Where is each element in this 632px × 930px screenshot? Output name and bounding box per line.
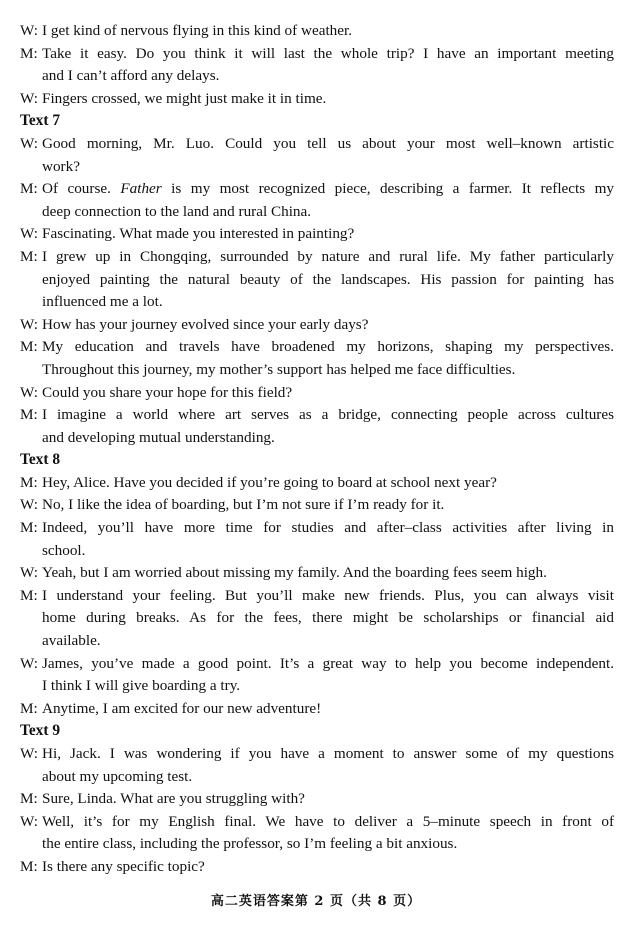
dialogue-line [20, 653, 614, 676]
dialogue-line [20, 43, 614, 66]
speaker-label: W: [20, 89, 38, 107]
line-text: I imagine a world where art serves as a bridge, connecting people across cultures [42, 406, 614, 424]
line-text: Is there any specific topic? [42, 857, 205, 875]
dialogue-line [20, 585, 614, 608]
dialogue-line-continued [20, 269, 614, 292]
line-text: I get kind of nervous flying in this kind of weather. [42, 22, 353, 39]
dialogue-line [20, 246, 614, 269]
speaker-label: W: [20, 496, 38, 514]
dialogue-line [20, 382, 614, 405]
speaker-label: M: [20, 44, 38, 62]
dialogue-line-continued [20, 291, 614, 314]
speaker-label: M: [20, 406, 38, 424]
line-text: Throughout this journey, my mother’s support has helped me face difficulties. [42, 360, 516, 378]
line-text-with-italic-title: Of course. Father is my most recognized piece, describing a farmer. It reflects my [42, 180, 615, 198]
line-text: I understand your feeling. But you’ll make new friends. Plus, you can always visit [42, 586, 614, 604]
line-text: Hey, Alice. Have you decided if you’re going to board at school next year? [42, 473, 497, 491]
dialogue-line [20, 494, 614, 517]
dialogue-line [20, 472, 614, 495]
line-text: No, I like the idea of boarding, but I’m not sure if I’m ready for it. [42, 496, 445, 514]
speaker-label: W: [20, 564, 38, 582]
section-heading: Text 9 [20, 722, 61, 740]
line-text: Sure, Linda. What are you struggling with? [42, 790, 305, 808]
line-text: Yeah, but I am worried about missing my family. And the boarding fees seem high. [42, 564, 547, 582]
speaker-label: W: [20, 225, 38, 243]
speaker-label: W: [20, 315, 38, 333]
speaker-label: M: [20, 473, 38, 491]
artwork-title: Father [120, 180, 162, 198]
line-text: How has your journey evolved since your early days? [42, 315, 369, 333]
line-text: the entire class, including the professor, so I’m feeling a bit anxious. [42, 835, 458, 853]
line-text: Take it easy. Do you think it will last the whole trip? I have an important meeting [42, 44, 614, 62]
line-text: Anytime, I am excited for our new adventure! [42, 699, 322, 717]
dialogue-line-continued [20, 427, 614, 450]
dialogue-line-continued [20, 201, 614, 224]
line-text: work? [42, 157, 80, 175]
speaker-label: M: [20, 857, 38, 875]
dialogue-line-continued [20, 675, 614, 698]
dialogue-line-continued [20, 766, 614, 789]
line-text: deep connection to the land and rural China. [42, 202, 312, 220]
dialogue-line [20, 788, 614, 811]
dialogue-line-continued [20, 607, 614, 630]
dialogue-line-continued [20, 65, 614, 88]
dialogue-line-continued [20, 630, 614, 653]
line-text: I think I will give boarding a try. [42, 677, 241, 695]
line-text: Fascinating. What made you interested in painting? [42, 225, 355, 243]
speaker-label: M: [20, 247, 38, 265]
line-text: James, you’ve made a good point. It’s a great way to help you become independent. [42, 654, 614, 672]
dialogue-line [20, 562, 614, 585]
line-text: enjoyed painting the natural beauty of the landscapes. His passion for painting has [42, 270, 614, 288]
section-heading: Text 8 [20, 451, 61, 469]
dialogue-line [20, 223, 614, 246]
dialogue-line [20, 133, 614, 156]
dialogue-line-continued [20, 833, 614, 856]
dialogue-line [20, 88, 614, 111]
dialogue-line [20, 314, 614, 337]
speaker-label: M: [20, 338, 38, 356]
dialogue-line-continued [20, 540, 614, 563]
transcript-page [20, 20, 614, 879]
speaker-label: M: [20, 699, 38, 717]
dialogue-line [20, 336, 614, 359]
speaker-label: M: [20, 586, 38, 604]
page-footer: 高二英语答案第 2 页（共 8 页） [210, 894, 422, 909]
dialogue-line [20, 743, 614, 766]
speaker-label: W: [20, 134, 38, 152]
line-text: Well, it’s for my English final. We have to deliver a 5–minute speech in front of [42, 812, 614, 830]
speaker-label: M: [20, 790, 38, 808]
speaker-label: M: [20, 180, 38, 198]
dialogue-line-continued [20, 156, 614, 179]
speaker-label: W: [20, 745, 38, 762]
line-text: Indeed, you’ll have more time for studies and after–class activities after living in [42, 519, 614, 537]
section-heading: Text 7 [20, 112, 61, 130]
line-text: Fingers crossed, we might just make it in time. [42, 89, 327, 107]
dialogue-line [20, 20, 614, 43]
dialogue-line [20, 517, 614, 540]
dialogue-line [20, 178, 614, 201]
line-text: My education and travels have broadened my horizons, shaping my perspectives. [42, 338, 614, 356]
line-text: and developing mutual understanding. [42, 428, 275, 446]
line-text: and I can’t afford any delays. [42, 67, 220, 85]
line-text: Hi, Jack. I was wondering if you have a moment to answer some of my questions [42, 745, 614, 762]
line-text: I grew up in Chongqing, surrounded by nature and rural life. My father particularly [42, 247, 614, 265]
speaker-label: M: [20, 519, 38, 537]
speaker-label: W: [20, 22, 38, 39]
dialogue-line [20, 856, 614, 879]
speaker-label: W: [20, 383, 38, 401]
dialogue-line [20, 404, 614, 427]
line-text: Good morning, Mr. Luo. Could you tell us about your most well–known artistic [42, 134, 614, 152]
speaker-label: W: [20, 654, 38, 672]
line-text: school. [42, 541, 86, 559]
dialogue-line-continued [20, 359, 614, 382]
speaker-label: W: [20, 812, 38, 830]
line-text: available. [42, 632, 101, 650]
line-text: influenced me a lot. [42, 293, 163, 311]
line-text: about my upcoming test. [42, 767, 193, 785]
line-text: home during breaks. As for the fees, there might be scholarships or financial aid [42, 609, 614, 627]
dialogue-line [20, 698, 614, 721]
dialogue-line [20, 811, 614, 834]
line-text: Could you share your hope for this field? [42, 383, 293, 401]
